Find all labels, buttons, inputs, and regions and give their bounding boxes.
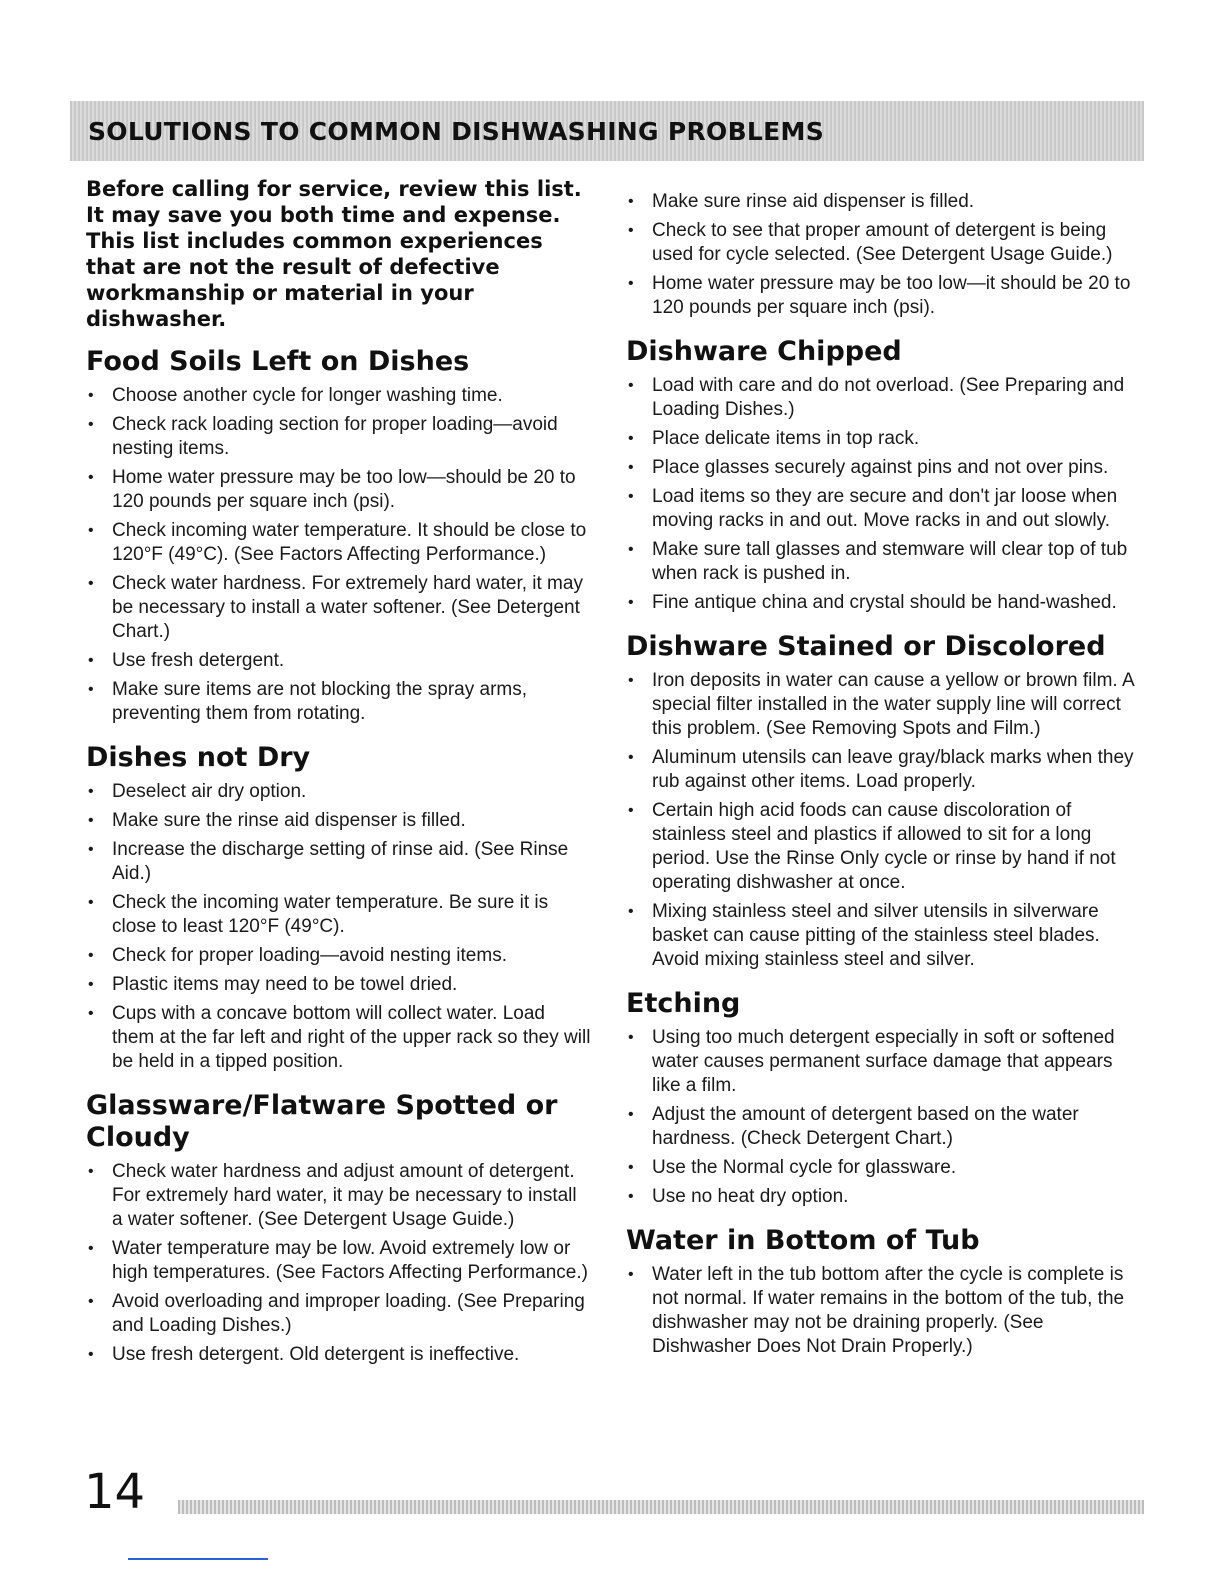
list-item: • Water left in the tub bottom after the cycle is complete is not normal. If water remains in the bottom of the tub, the dishwasher may not be draining properly. (See Dishwasher Does Not Drain Properly.) [626, 1263, 1146, 1359]
list-item: • Check rack loading section for proper loading—avoid nesting items. [86, 413, 592, 461]
section-banner [70, 101, 1144, 161]
list-item: • Check water hardness. For extremely hard water, it may be necessary to install a water softener. (See Detergent Chart.) [86, 572, 592, 644]
list-item: • Check water hardness and adjust amount of detergent. For extremely hard water, it may be necessary to install a water softener. (See Detergent Usage Guide.) [86, 1160, 592, 1232]
bullet-list [86, 384, 592, 726]
list-item: • Make sure the rinse aid dispenser is filled. [86, 809, 592, 833]
list-item: • Use the Normal cycle for glassware. [626, 1156, 1146, 1180]
list-item: • Check to see that proper amount of detergent is being used for cycle selected. (See Detergent Usage Guide.) [626, 219, 1146, 267]
list-item: • Avoid overloading and improper loading. (See Preparing and Loading Dishes.) [86, 1290, 592, 1338]
list-item: • Choose another cycle for longer washing time. [86, 384, 592, 408]
list-item: • Load items so they are secure and don't jar loose when moving racks in and out. Move racks in and out slowly. [626, 485, 1146, 533]
section-title: Food Soils Left on Dishes [86, 346, 470, 377]
list-item: • Aluminum utensils can leave gray/black marks when they rub against other items. Load properly. [626, 746, 1146, 794]
list-item: • Fine antique china and crystal should be hand-washed. [626, 591, 1146, 615]
section-title: Glassware/Flatware Spotted or Cloudy [86, 1090, 558, 1153]
problem-section [86, 346, 592, 726]
problem-section [86, 1090, 592, 1367]
list-item: • Make sure tall glasses and stemware will clear top of tub when rack is pushed in. [626, 538, 1146, 586]
intro-text: Before calling for service, review this list. It may save you both time and expense. This list includes common experiences that are not the result of defective workmanship or material in your dishwasher. [86, 177, 582, 331]
list-item: • Load with care and do not overload. (See Preparing and Loading Dishes.) [626, 374, 1146, 422]
section-title: Water in Bottom of Tub [626, 1225, 980, 1256]
section-title: Etching [626, 988, 741, 1019]
list-item: • Place glasses securely against pins and not over pins. [626, 456, 1146, 480]
list-item: • Check incoming water temperature. It should be close to 120°F (49°C). (See Factors Affecting Performance.) [86, 519, 592, 567]
list-item: • Check for proper loading—avoid nesting items. [86, 944, 592, 968]
problem-section [626, 336, 1146, 615]
page-number: 14 [84, 1464, 146, 1520]
problem-section [86, 742, 592, 1074]
list-item: • Use fresh detergent. Old detergent is ineffective. [86, 1343, 592, 1367]
left-column [86, 176, 592, 1383]
bullet-list [626, 1026, 1146, 1209]
problem-section [626, 988, 1146, 1209]
list-item: • Water temperature may be low. Avoid extremely low or high temperatures. (See Factors Affecting Performance.) [86, 1237, 592, 1285]
list-item: • Plastic items may need to be towel dried. [86, 973, 592, 997]
bullet-list [626, 374, 1146, 615]
list-item: • Deselect air dry option. [86, 780, 592, 804]
bullet-list [86, 780, 592, 1074]
list-item: • Cups with a concave bottom will collect water. Load them at the far left and right of the upper rack so they will be held in a tipped position. [86, 1002, 592, 1074]
left-sections [86, 346, 592, 1367]
list-item: • Make sure items are not blocking the spray arms, preventing them from rotating. [86, 678, 592, 726]
continued-list [626, 190, 1146, 320]
list-item: • Use no heat dry option. [626, 1185, 1146, 1209]
list-item: • Place delicate items in top rack. [626, 427, 1146, 451]
list-item: • Use fresh detergent. [86, 649, 592, 673]
section-title: Dishware Chipped [626, 336, 902, 367]
problem-section [626, 1225, 1146, 1359]
bullet-list [626, 669, 1146, 972]
problem-section [626, 631, 1146, 972]
right-sections [626, 336, 1146, 1359]
bottom-rule [128, 1558, 268, 1560]
list-item: • Check the incoming water temperature. Be sure it is close to least 120°F (49°C). [86, 891, 592, 939]
list-item: • Adjust the amount of detergent based on the water hardness. (Check Detergent Chart.) [626, 1103, 1146, 1151]
right-column [626, 190, 1146, 1375]
bullet-list [86, 1160, 592, 1367]
section-title: Dishware Stained or Discolored [626, 631, 1106, 662]
page-title: SOLUTIONS TO COMMON DISHWASHING PROBLEMS [88, 116, 825, 146]
bullet-list [626, 1263, 1146, 1359]
footer-rule [178, 1500, 1144, 1514]
list-item: • Mixing stainless steel and silver utensils in silverware basket can cause pitting of the stainless steel blades. Avoid mixing stainless steel and silver. [626, 900, 1146, 972]
list-item: • Using too much detergent especially in soft or softened water causes permanent surface damage that appears like a film. [626, 1026, 1146, 1098]
list-item: • Increase the discharge setting of rinse aid. (See Rinse Aid.) [86, 838, 592, 886]
list-item: • Home water pressure may be too low—it should be 20 to 120 pounds per square inch (psi). [626, 272, 1146, 320]
list-item: • Certain high acid foods can cause discoloration of stainless steel and plastics if allowed to sit for a long period. Use the Rinse Only cycle or rinse by hand if not operating dishwasher at once. [626, 799, 1146, 895]
list-item: • Home water pressure may be too low—should be 20 to 120 pounds per square inch (psi). [86, 466, 592, 514]
section-title: Dishes not Dry [86, 742, 311, 773]
list-item: • Iron deposits in water can cause a yellow or brown film. A special filter installed in the water supply line will correct this problem. (See Removing Spots and Film.) [626, 669, 1146, 741]
list-item: • Make sure rinse aid dispenser is filled. [626, 190, 1146, 214]
